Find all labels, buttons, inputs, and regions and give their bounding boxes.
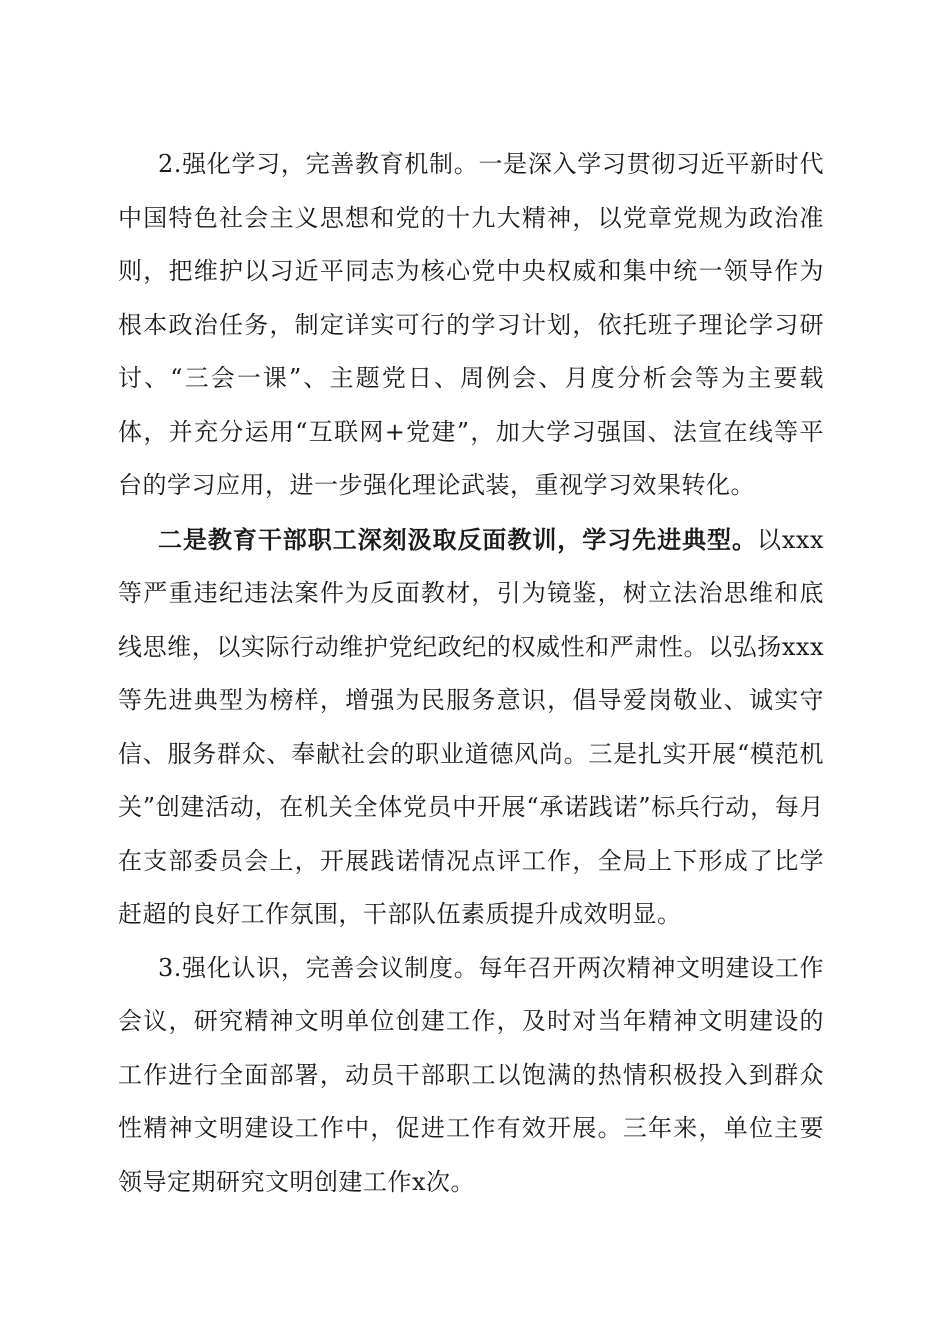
paragraph-education-lessons	[118, 513, 824, 942]
paragraph-text: 3.强化认识，完善会议制度。每年召开两次精神文明建设工作会议，研究精神文明单位创建工作，及时对当年精神文明建设的工作进行全面部署，动员干部职工以饱满的热情积极投入到群众性精神文明建设工作中，促进工作有效开展。三年来，单位主要领导定期研究文明创建工作x次。	[118, 953, 824, 1196]
paragraph-study-mechanism	[118, 138, 824, 513]
paragraph-text: 2.强化学习，完善教育机制。一是深入学习贯彻习近平新时代中国特色社会主义思想和党的十九大精神，以党章党规为政治准则，把维护以习近平同志为核心党中央权威和集中统一领导作为根本政治任务，制定详实可行的学习计划，依托班子理论学习研讨、“三会一课”、主题党日、周例会、月度分析会等为主要载体，并充分运用“互联网+党建”，加大学习强国、法宣在线等平台的学习应用，进一步强化理论武装，重视学习效果转化。	[118, 150, 824, 499]
paragraph-text: 以xxx等严重违纪违法案件为反面教材，引为镜鉴，树立法治思维和底线思维，以实际行动维护党纪政纪的权威性和严肃性。以弘扬xxx等先进典型为榜样，增强为民服务意识，倡导爱岗敬业、诚实守信、服务群众、奉献社会的职业道德风尚。三是扎实开展“模范机关”创建活动，在机关全体党员中开展“承诺践诺”标兵行动，每月在支部委员会上，开展践诺情况点评工作，全局上下形成了比学赶超的良好工作氛围，干部队伍素质提升成效明显。	[118, 525, 824, 928]
paragraph-bold-lead: 二是教育干部职工深刻汲取反面教训，学习先进典型。	[158, 524, 757, 554]
document-body	[118, 138, 824, 1209]
paragraph-meeting-system	[118, 942, 824, 1210]
